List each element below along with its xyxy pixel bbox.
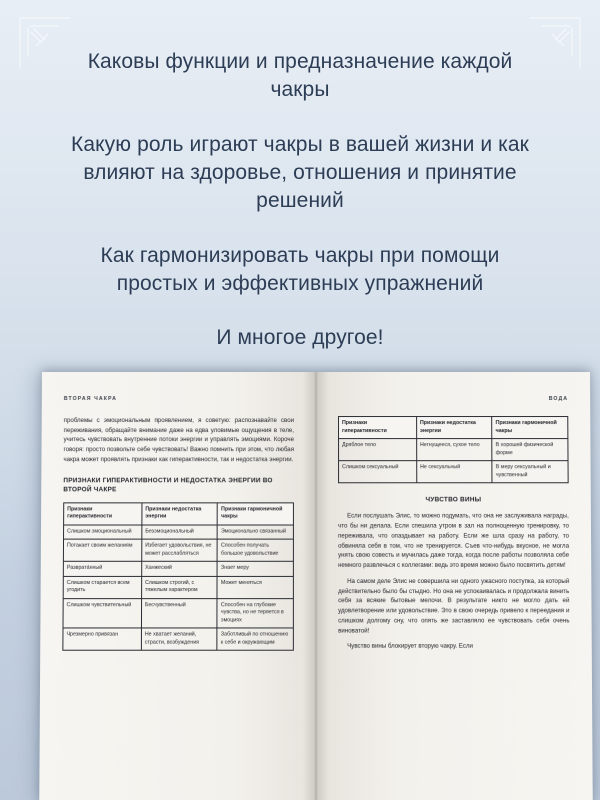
table-row — [63, 562, 293, 577]
headline-4: И многое другое! — [216, 326, 384, 350]
table-cell: Чрезмерно привязан — [63, 628, 141, 650]
table-cell: Разврата́нный — [63, 562, 141, 577]
table-cell: Слишком старается всем угодить — [63, 576, 141, 598]
left-table-title: ПРИЗНАКИ ГИПЕРАКТИВНОСТИ И НЕДОСТАТКА ЭНЕРГИИ ВО ВТОРОЙ ЧАКРЕ — [63, 477, 273, 494]
table-cell: Ханжеский — [142, 562, 218, 577]
table-cell: Способен на глубокие чувства, но не теряется в эмоциях — [217, 598, 293, 628]
table-header-row — [64, 503, 294, 525]
table-cell: Безэмоциональный — [142, 525, 218, 540]
table-header-cell: Признаки недостатка энергии — [142, 503, 218, 525]
book-page-right — [316, 372, 593, 800]
table-cell: Знает меру — [217, 562, 293, 577]
table-cell: Заботливый по отношению к себе и окружающим — [217, 628, 293, 650]
right-paragraph-2: На самом деле Элис не совершила ни одного ужасного поступка, за который действительно было бы стыдно. Но она не успокаивалась и продолжала винить себя за всякие бытовые мелочи. В результате никто не могло дать ей удовлетворение или удовольствие. Это в свою очередь привело к переедания и слишком долгому сну, что опять же заставляло ее чувствовать себя очень виноватой! — [338, 577, 570, 635]
table-header-cell: Признаки гармоничной чакры — [218, 503, 294, 525]
table-cell: Может меняться — [217, 576, 293, 598]
table-cell: Бесчувственный — [141, 598, 217, 628]
table-cell: Слишком чувствительный — [63, 598, 141, 628]
table-row — [64, 525, 294, 540]
headline-block — [0, 48, 600, 353]
book-spread — [39, 372, 593, 800]
table-row — [63, 598, 293, 628]
table-row — [339, 461, 569, 483]
table-header-cell: Признаки гармоничной чакры — [492, 417, 568, 439]
book-photo — [36, 372, 592, 800]
table-header-row — [339, 417, 568, 439]
table-cell: Негнущееся, сухое тело — [417, 439, 493, 461]
table-cell: Дряблое тело — [339, 439, 417, 461]
right-table — [338, 416, 569, 483]
headline-2: Какую роль играют чакры в вашей жизни и как влияют на здоровье, отношения и принятие решений — [71, 132, 529, 213]
right-paragraph-1: Если послушать Элис, то можно подумать, что она не заслуживала награды, что бы ни делала. Если спешила утром в зал на полноценную тренировку, то переживала, что опаздывает на работу. Если же шла сразу на работу, то обвиняла себя в том, что не тренируется. Съев что-нибудь вкусное, не могла унять свою совесть и мучилась даже тогда, когда после работы позволяла себе немного развлечься с коллегами: ведь это время можно было посвятить детям! — [338, 512, 570, 569]
book-page-left — [39, 372, 316, 800]
table-cell: Эмоционально связанный — [218, 525, 294, 540]
right-section-title: ЧУВСТВО ВИНЫ — [425, 496, 482, 504]
table-cell: Способен получать большое удовольствие — [217, 539, 293, 561]
table-cell: Слишком сексуальный — [339, 461, 417, 483]
table-row — [63, 539, 293, 561]
headline-3: Как гармонизировать чакры при помощи простых и эффективных упражнений — [100, 243, 500, 296]
table-cell: В меру сексуальный и чувственный — [492, 461, 568, 483]
table-cell: В хорошей физической форме — [492, 439, 568, 461]
table-header-cell: Признаки недостатка энергии — [416, 417, 492, 439]
table-header-cell: Признаки гиперактивности — [339, 417, 417, 439]
table-row — [63, 576, 293, 598]
running-head-left: ВТОРАЯ ЧАКРА — [63, 396, 117, 403]
right-paragraph-3: Чувство вины блокирует вторую чакру. Если — [347, 643, 473, 651]
table-cell: Не сексуальный — [417, 461, 493, 483]
headline-1: Каковы функции и предназначение каждой чакры — [87, 50, 513, 102]
table-cell: Не хватает желаний, страсти, возбуждения — [141, 628, 217, 650]
left-paragraph-1: проблемы с эмоциональным проявлением, я советую: распознавайте свои переживания, обращайте внимание даже на едва уловимые ощущения в теле, учитесь чувствовать внутренние потоки энергии и управлять эмоциями. Короче говоря: просто позвольте себе чувствовать! Важно помнить при этом, что любая чакра может проявлять признаки как гиперактивности, так и недостатка энергии. — [63, 417, 294, 463]
table-header-cell: Признаки гиперактивности — [64, 503, 142, 525]
table-cell: Слишком строгий, с тяжелым характером — [141, 576, 217, 598]
running-head-right: ВОДА — [548, 396, 569, 403]
table-cell: Потакает своим желаниям — [63, 539, 141, 561]
left-table — [62, 502, 294, 651]
table-cell: Избегает удовольствия, не может расслабляться — [142, 539, 218, 561]
table-cell: Слишком эмоциональный — [64, 525, 142, 540]
table-row — [339, 439, 568, 461]
table-row — [63, 628, 293, 650]
